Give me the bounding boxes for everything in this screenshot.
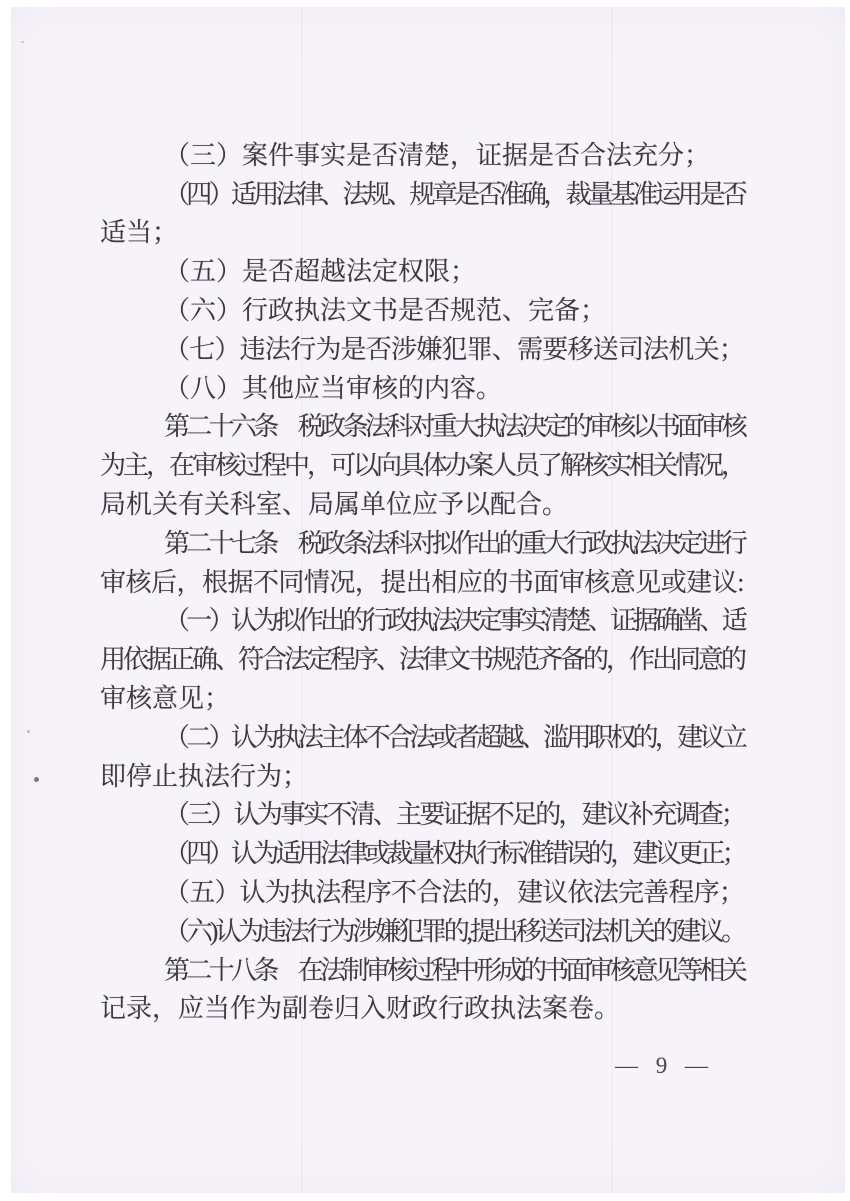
- text-line: [100, 289, 744, 328]
- text-line-content: （五）认为执法程序不合法的，建议依法完善程序；: [164, 878, 745, 908]
- text-line-content: 第二十八条 在法制审核过程中形成的书面审核意见等相关: [164, 955, 745, 985]
- text-line: [100, 716, 744, 755]
- text-line: [100, 250, 744, 289]
- text-line-content: （二）认为执法主体不合法或者超越、滥用职权的，建议立: [164, 722, 745, 752]
- text-line: [100, 600, 744, 639]
- document-body: [100, 134, 744, 1026]
- text-line: [100, 444, 744, 483]
- text-line: [100, 677, 744, 716]
- text-line-content: 审核后，根据不同情况，提出相应的书面审核意见或建议:: [100, 567, 744, 597]
- text-line-content: （六)认为违法行为涉嫌犯罪的,提出移送司法机关的建议。: [164, 916, 745, 946]
- text-line-content: 即停止执法行为；: [100, 761, 309, 791]
- text-line-content: （四）认为适用法律或裁量权执行标准错误的，建议更正；: [164, 839, 745, 869]
- text-line-content: 局机关有关科室、局属单位应予以配合。: [100, 490, 569, 520]
- text-line-content: （三）案件事实是否清楚，证据是否合法充分；: [164, 140, 711, 170]
- text-line: [100, 755, 744, 794]
- text-line: [100, 483, 744, 522]
- text-line: [100, 406, 744, 445]
- text-line-content: 适当；: [100, 218, 179, 248]
- text-line-content: （七）违法行为是否涉嫌犯罪、需要移送司法机关；: [164, 334, 745, 364]
- text-line-content: 第二十六条 税政条法科对重大执法决定的审核以书面审核: [164, 412, 745, 442]
- text-line-content: （五）是否超越法定权限；: [164, 257, 477, 287]
- text-line: [100, 212, 744, 251]
- text-line: [100, 561, 744, 600]
- text-line-content: 第二十七条 税政条法科对拟作出的重大行政执法决定进行: [164, 528, 745, 558]
- text-line-content: （一）认为拟作出的行政执法决定事实清楚、证据确凿、适: [164, 606, 745, 636]
- text-line: [100, 832, 744, 871]
- text-line: [100, 794, 744, 833]
- text-line-content: 用依据正确、符合法定程序、法律文书规范齐备的，作出同意的: [100, 645, 745, 675]
- text-line-content: （六）行政执法文书是否规范、完备；: [164, 296, 607, 326]
- text-line-content: 记录，应当作为副卷归入财政行政执法案卷。: [100, 994, 621, 1024]
- text-line: [100, 910, 744, 949]
- text-line: [100, 173, 744, 212]
- scan-speck-artifact: [21, 41, 24, 43]
- text-line-content: 审核意见；: [100, 684, 231, 714]
- text-line: [100, 949, 744, 988]
- scan-speck-artifact: [27, 730, 30, 733]
- text-line: [100, 328, 744, 367]
- text-line: [100, 871, 744, 910]
- text-line: [100, 134, 744, 173]
- text-line: [100, 522, 744, 561]
- text-line-content: （四）适用法律、法规、规章是否准确，裁量基准运用是否: [164, 179, 745, 209]
- ink-dot-artifact: [34, 777, 39, 782]
- text-line: [100, 367, 744, 406]
- text-line: [100, 638, 744, 677]
- text-line-content: 为主，在审核过程中，可以向具体办案人员了解核实相关情况，: [100, 451, 745, 481]
- text-line-content: （三）认为事实不清、主要证据不足的，建议补充调查；: [164, 800, 745, 830]
- text-line-content: （八）其他应当审核的内容。: [164, 373, 503, 403]
- page-number: — 9 —: [615, 1053, 714, 1078]
- text-line: [100, 988, 744, 1027]
